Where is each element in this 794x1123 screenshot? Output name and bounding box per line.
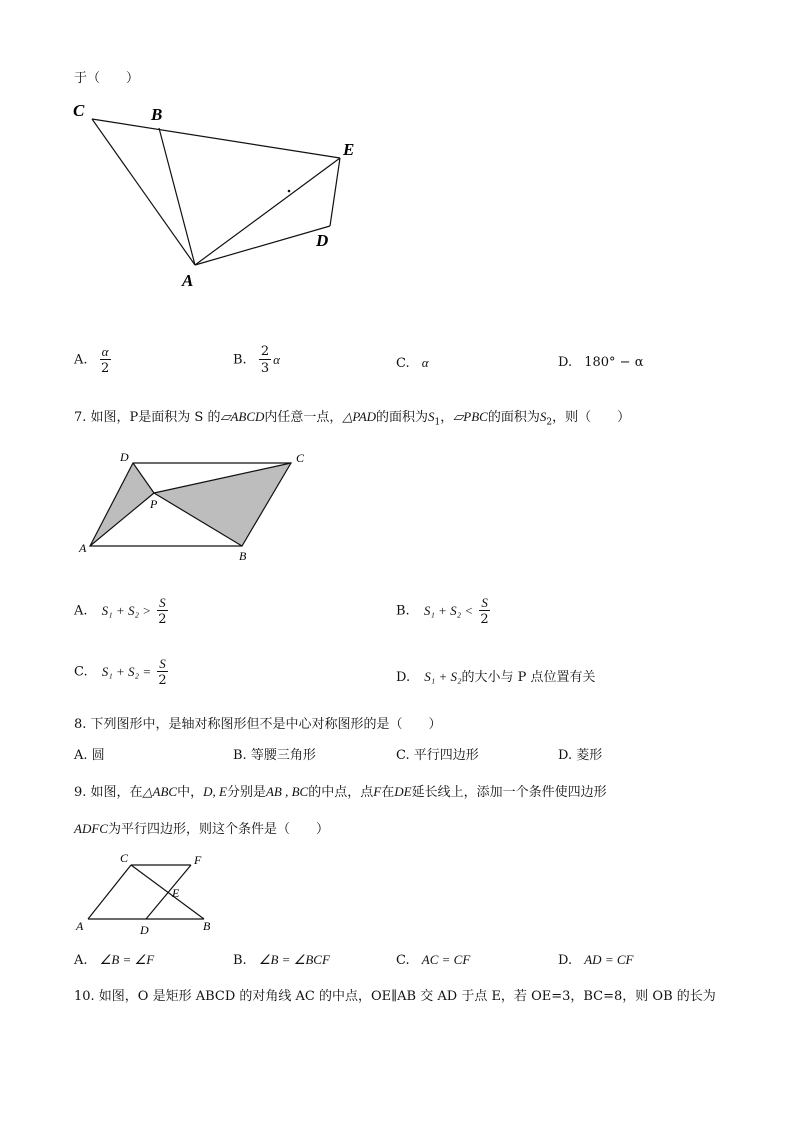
q8-option-a[interactable]: A. 圆 [74, 748, 105, 763]
label-D: D [120, 450, 129, 464]
q7-option-b[interactable]: B. S₁ + S₂ < $\frac{S}{2}$ [396, 595, 489, 627]
shaded-triangle-PBC [154, 463, 291, 546]
segment-CE [92, 119, 340, 158]
q10-stem: 10. 如图，O 是矩形 ABCD 的对角线 AC 的中点，OE∥AB 交 AD 于点 E，若 OE=3，BC=8，则 OB 的长为 [74, 989, 716, 1004]
label-C: C [120, 851, 129, 865]
figure-q7 [74, 448, 324, 566]
q6-option-d[interactable]: D. 180° − α [558, 355, 644, 370]
q7-option-c[interactable]: C. S₁ + S₂ = $\frac{S}{2}$ [74, 656, 167, 688]
label-B: B [151, 105, 163, 124]
shaded-triangle-PAD [90, 463, 154, 546]
q7-option-a[interactable]: A. S₁ + S₂ > $\frac{S}{2}$ [74, 595, 167, 627]
q9-stem-line1: 9. 如图，在△ABC中，D, E分别是AB , BC的中点，点F在DE延长线上，添加一个条件使四边形 [74, 784, 607, 800]
segment-ED [330, 158, 340, 226]
segment-CA [92, 119, 195, 265]
label-C: C [73, 101, 85, 120]
label-B: B [203, 919, 211, 933]
label-E: E [172, 886, 180, 900]
q9-stem-line2: ADFC为平行四边形，则这个条件是（ ） [74, 821, 329, 837]
label-P: P [150, 497, 158, 511]
label-A: A [182, 271, 194, 290]
figure-q6 [60, 95, 380, 295]
segment-CB [131, 865, 204, 919]
segment-AC [88, 865, 131, 919]
q9-option-a[interactable]: A. ∠B = ∠F [74, 952, 155, 968]
label-F: F [194, 853, 202, 867]
q6-tail-text: 于（ ） [74, 71, 140, 86]
q6-option-b[interactable]: B. $\frac{2}{3}$ α [233, 344, 280, 376]
q8-option-c[interactable]: C. 平行四边形 [396, 748, 479, 763]
q9-option-d[interactable]: D. AD = CF [558, 952, 634, 968]
q9-option-b[interactable]: B. ∠B = ∠BCF [233, 952, 330, 968]
q7-option-d[interactable]: D. S₁ + S₂的大小与 P 点位置有关 [396, 669, 596, 685]
label-C: C [296, 451, 305, 465]
q8-option-d[interactable]: D. 菱形 [558, 748, 603, 763]
label-B: B [239, 549, 247, 563]
q8-option-b[interactable]: B. 等腰三角形 [233, 748, 316, 763]
segment-BA [159, 128, 195, 265]
q9-option-c[interactable]: C. AC = CF [396, 952, 471, 968]
label-E: E [343, 140, 355, 159]
q6-option-a[interactable]: A. $\frac{\alpha}{2}$ [74, 344, 110, 376]
segment-DF [146, 865, 191, 919]
q7-stem: 7. 如图，P是面积为 S 的▱ABCD内任意一点，△PAD的面积为$S_1$，▱PBC的面积为$S_2$，则（ ） [74, 409, 631, 428]
segment-DA [195, 226, 330, 265]
point-dot [288, 190, 291, 193]
label-A: A [76, 919, 84, 933]
q8-stem: 8. 下列图形中，是轴对称图形但不是中心对称图形的是（ ） [74, 717, 442, 732]
label-A: A [79, 541, 87, 555]
label-D: D [316, 231, 329, 250]
figure-q9 [70, 846, 230, 938]
label-D: D [140, 923, 149, 937]
q6-option-c[interactable]: C. α [396, 355, 429, 371]
